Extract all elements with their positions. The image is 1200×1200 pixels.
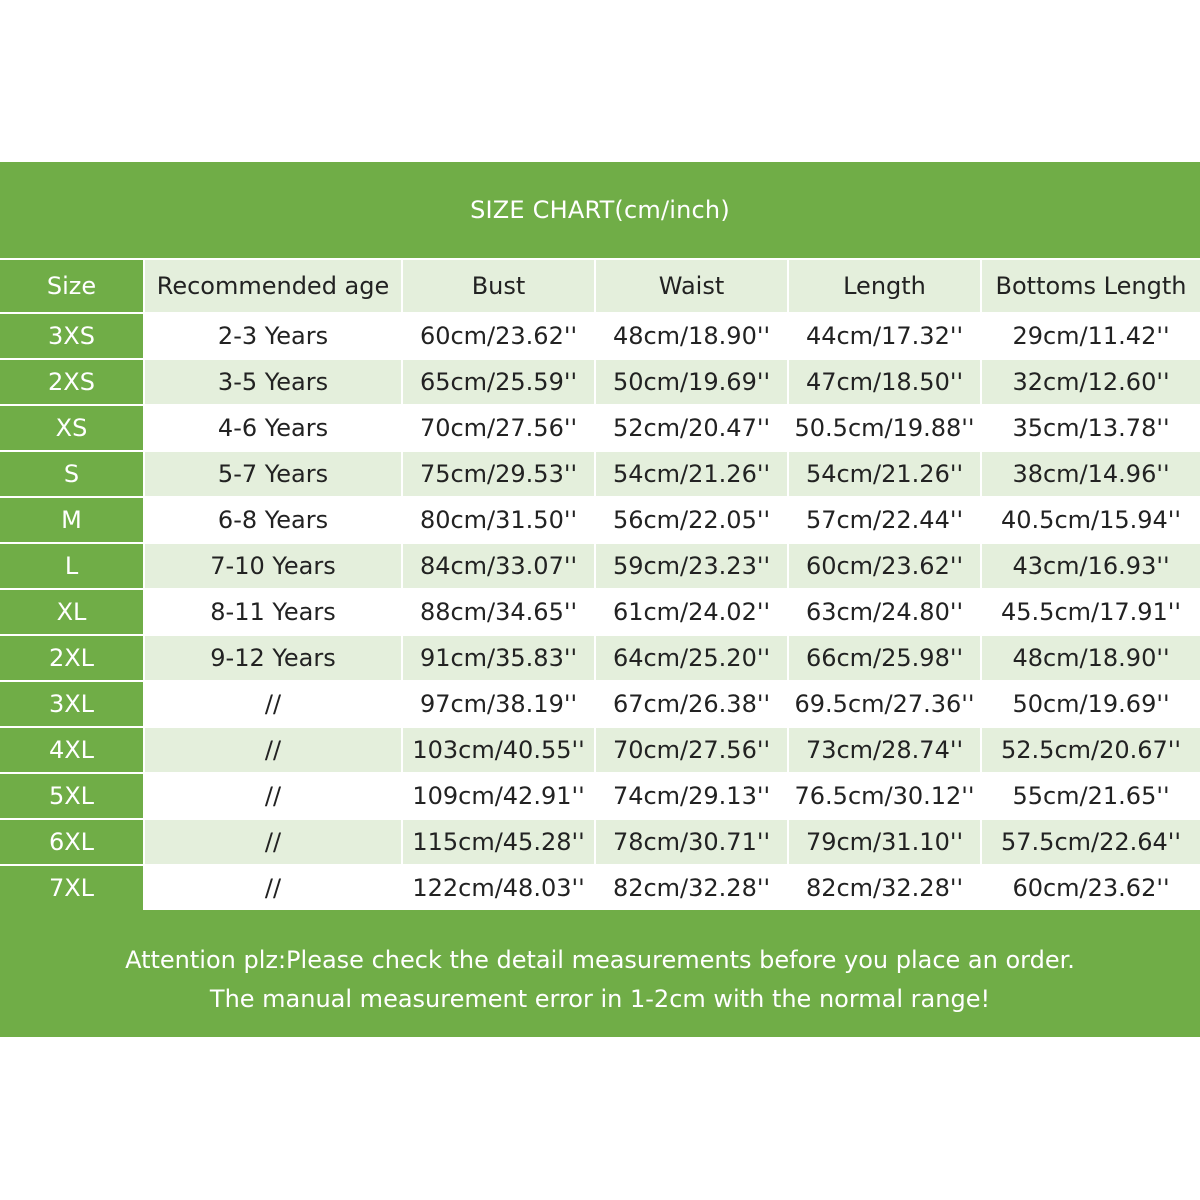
cell-bust: 65cm/25.59'' xyxy=(402,359,595,405)
cell-recommended-age: // xyxy=(144,773,402,819)
cell-length: 79cm/31.10'' xyxy=(788,819,981,865)
cell-bottoms-length: 57.5cm/22.64'' xyxy=(981,819,1200,865)
chart-title: SIZE CHART(cm/inch) xyxy=(470,196,730,224)
header-recommended-age: Recommended age xyxy=(144,259,402,313)
cell-size: S xyxy=(0,451,144,497)
cell-recommended-age: 3-5 Years xyxy=(144,359,402,405)
cell-size: L xyxy=(0,543,144,589)
cell-bottoms-length: 48cm/18.90'' xyxy=(981,635,1200,681)
cell-size: XS xyxy=(0,405,144,451)
cell-bottoms-length: 60cm/23.62'' xyxy=(981,865,1200,910)
cell-bust: 115cm/45.28'' xyxy=(402,819,595,865)
cell-waist: 67cm/26.38'' xyxy=(595,681,788,727)
cell-waist: 61cm/24.02'' xyxy=(595,589,788,635)
cell-size: 6XL xyxy=(0,819,144,865)
cell-waist: 78cm/30.71'' xyxy=(595,819,788,865)
cell-bottoms-length: 40.5cm/15.94'' xyxy=(981,497,1200,543)
cell-length: 69.5cm/27.36'' xyxy=(788,681,981,727)
cell-recommended-age: 7-10 Years xyxy=(144,543,402,589)
cell-waist: 59cm/23.23'' xyxy=(595,543,788,589)
cell-bottoms-length: 52.5cm/20.67'' xyxy=(981,727,1200,773)
table-body xyxy=(0,313,1200,910)
cell-recommended-age: 4-6 Years xyxy=(144,405,402,451)
cell-bust: 80cm/31.50'' xyxy=(402,497,595,543)
cell-bottoms-length: 29cm/11.42'' xyxy=(981,313,1200,359)
table-row xyxy=(0,819,1200,865)
cell-size: 3XL xyxy=(0,681,144,727)
cell-size: XL xyxy=(0,589,144,635)
cell-waist: 70cm/27.56'' xyxy=(595,727,788,773)
cell-bust: 103cm/40.55'' xyxy=(402,727,595,773)
cell-length: 47cm/18.50'' xyxy=(788,359,981,405)
table-row xyxy=(0,589,1200,635)
table-row xyxy=(0,635,1200,681)
table-row xyxy=(0,773,1200,819)
cell-bust: 97cm/38.19'' xyxy=(402,681,595,727)
cell-size: 2XL xyxy=(0,635,144,681)
notice-line-1: Attention plz:Please check the detail measurements before you place an order. xyxy=(125,945,1075,974)
cell-length: 57cm/22.44'' xyxy=(788,497,981,543)
cell-bottoms-length: 32cm/12.60'' xyxy=(981,359,1200,405)
cell-bust: 88cm/34.65'' xyxy=(402,589,595,635)
cell-size: 2XS xyxy=(0,359,144,405)
header-bust: Bust xyxy=(402,259,595,313)
cell-recommended-age: // xyxy=(144,681,402,727)
cell-length: 66cm/25.98'' xyxy=(788,635,981,681)
cell-size: M xyxy=(0,497,144,543)
cell-bottoms-length: 35cm/13.78'' xyxy=(981,405,1200,451)
cell-waist: 56cm/22.05'' xyxy=(595,497,788,543)
cell-waist: 82cm/32.28'' xyxy=(595,865,788,910)
cell-waist: 64cm/25.20'' xyxy=(595,635,788,681)
table-row xyxy=(0,313,1200,359)
cell-bust: 60cm/23.62'' xyxy=(402,313,595,359)
header-size: Size xyxy=(0,259,144,313)
cell-recommended-age: // xyxy=(144,727,402,773)
cell-bust: 70cm/27.56'' xyxy=(402,405,595,451)
cell-size: 3XS xyxy=(0,313,144,359)
cell-size: 5XL xyxy=(0,773,144,819)
cell-length: 76.5cm/30.12'' xyxy=(788,773,981,819)
header-waist: Waist xyxy=(595,259,788,313)
cell-recommended-age: // xyxy=(144,865,402,910)
cell-bottoms-length: 50cm/19.69'' xyxy=(981,681,1200,727)
cell-length: 60cm/23.62'' xyxy=(788,543,981,589)
cell-bust: 109cm/42.91'' xyxy=(402,773,595,819)
table-row xyxy=(0,727,1200,773)
header-length: Length xyxy=(788,259,981,313)
size-chart-panel xyxy=(0,162,1200,1037)
cell-recommended-age: 2-3 Years xyxy=(144,313,402,359)
cell-bust: 84cm/33.07'' xyxy=(402,543,595,589)
cell-waist: 52cm/20.47'' xyxy=(595,405,788,451)
cell-waist: 54cm/21.26'' xyxy=(595,451,788,497)
cell-length: 63cm/24.80'' xyxy=(788,589,981,635)
cell-waist: 48cm/18.90'' xyxy=(595,313,788,359)
cell-bottoms-length: 38cm/14.96'' xyxy=(981,451,1200,497)
cell-recommended-age: 9-12 Years xyxy=(144,635,402,681)
cell-recommended-age: 5-7 Years xyxy=(144,451,402,497)
cell-bust: 91cm/35.83'' xyxy=(402,635,595,681)
cell-waist: 50cm/19.69'' xyxy=(595,359,788,405)
cell-bottoms-length: 45.5cm/17.91'' xyxy=(981,589,1200,635)
cell-recommended-age: 8-11 Years xyxy=(144,589,402,635)
cell-length: 73cm/28.74'' xyxy=(788,727,981,773)
cell-size: 7XL xyxy=(0,865,144,910)
cell-length: 50.5cm/19.88'' xyxy=(788,405,981,451)
cell-recommended-age: 6-8 Years xyxy=(144,497,402,543)
table-header-row xyxy=(0,259,1200,313)
cell-length: 82cm/32.28'' xyxy=(788,865,981,910)
cell-bust: 75cm/29.53'' xyxy=(402,451,595,497)
cell-length: 54cm/21.26'' xyxy=(788,451,981,497)
table-row xyxy=(0,405,1200,451)
cell-bottoms-length: 55cm/21.65'' xyxy=(981,773,1200,819)
table-row xyxy=(0,359,1200,405)
notice-line-2: The manual measurement error in 1-2cm with the normal range! xyxy=(209,984,991,1013)
cell-waist: 74cm/29.13'' xyxy=(595,773,788,819)
size-table xyxy=(0,258,1200,910)
attention-notice xyxy=(0,922,1200,1037)
table-row xyxy=(0,543,1200,589)
table-row xyxy=(0,681,1200,727)
cell-recommended-age: // xyxy=(144,819,402,865)
cell-length: 44cm/17.32'' xyxy=(788,313,981,359)
cell-bottoms-length: 43cm/16.93'' xyxy=(981,543,1200,589)
cell-size: 4XL xyxy=(0,727,144,773)
header-bottoms-length: Bottoms Length xyxy=(981,259,1200,313)
table-row xyxy=(0,865,1200,910)
table-row xyxy=(0,451,1200,497)
table-row xyxy=(0,497,1200,543)
cell-bust: 122cm/48.03'' xyxy=(402,865,595,910)
